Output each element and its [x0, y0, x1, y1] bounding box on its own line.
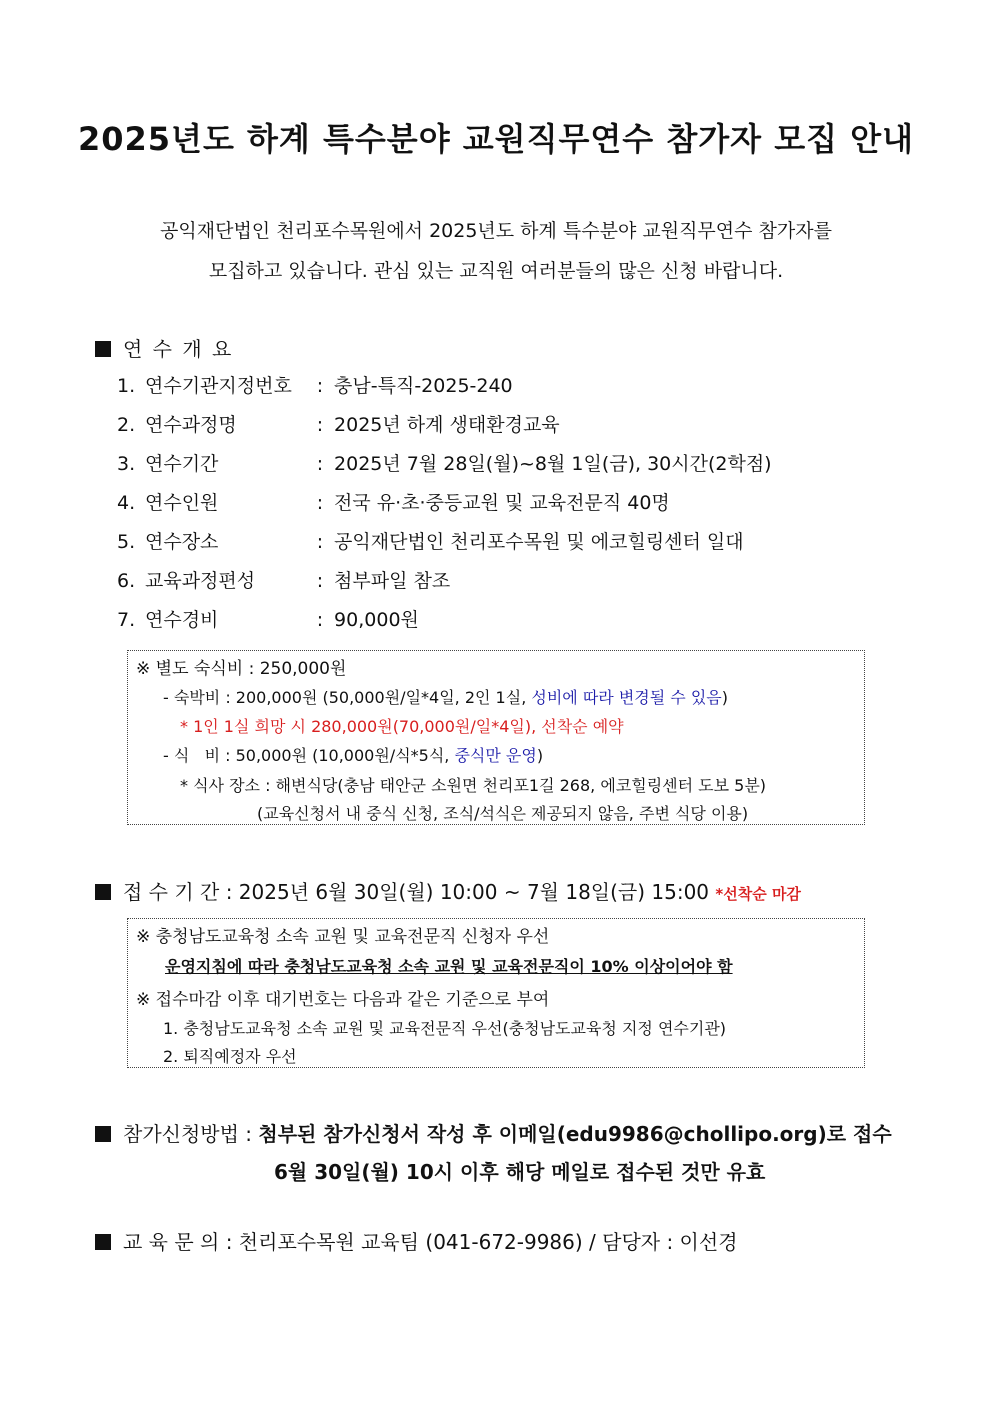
- application-method: 첨부된 참가신청서 작성 후 이메일(edu9986@chollipo.org)로 접수: [258, 1122, 892, 1146]
- intro-line-2: 모집하고 있습니다. 관심 있는 교직원 여러분들의 많은 신청 바랍니다.: [208, 260, 784, 282]
- square-bullet-icon: [95, 1234, 111, 1250]
- meal-note: 중식만 운영: [454, 746, 537, 765]
- square-bullet-icon: [95, 341, 111, 357]
- inquiry-line: [95, 1226, 738, 1255]
- first-come-note: *선착순 마감: [715, 885, 801, 903]
- lodging-suffix: ): [721, 688, 728, 707]
- application-validity: 6월 30일(월) 10시 이후 해당 메일로 접수된 것만 유효: [274, 1160, 766, 1184]
- item-number: 4.: [117, 492, 136, 514]
- meal-place-line: * 식사 장소 : 해변식당(충남 태안군 소원면 천리포1길 268, 에코힐링센터 도보 5분): [180, 776, 767, 795]
- overview-item: 3. 연수기간 : 2025년 7월 28일(월)~8월 1일(금), 30시간(2학점): [117, 449, 772, 476]
- overview-item: 5. 연수장소 : 공익재단법인 천리포수목원 및 에코힐링센터 일대: [117, 527, 744, 554]
- item-number: 2.: [117, 414, 136, 436]
- square-bullet-icon: [95, 884, 111, 900]
- priority-line-4: 1. 충청남도교육청 소속 교원 및 교육전문직 우선(충청남도교육청 지정 연수기관): [163, 1019, 727, 1038]
- overview-heading: [95, 333, 233, 362]
- item-value: 공익재단법인 천리포수목원 및 에코힐링센터 일대: [334, 531, 744, 553]
- meal-cost-line: [163, 743, 543, 766]
- overview-item: 6. 교육과정편성 : 첨부파일 참조: [117, 566, 450, 593]
- item-value: 90,000원: [334, 609, 419, 631]
- priority-line-2: 운영지침에 따라 충청남도교육청 소속 교원 및 교육전문직이 10% 이상이어야 함: [165, 957, 733, 976]
- priority-line-1: ※ 충청남도교육청 소속 교원 및 교육전문직 신청자 우선: [136, 927, 550, 947]
- item-label: 연수과정명: [145, 414, 237, 436]
- page-title: 2025년도 하계 특수분야 교원직무연수 참가자 모집 안내: [77, 120, 915, 158]
- item-label: 연수경비: [145, 609, 219, 631]
- item-label: 연수기간: [145, 453, 219, 475]
- application-label: 참가신청방법 :: [123, 1122, 253, 1146]
- overview-item: 4. 연수인원 : 전국 유·초·중등교원 및 교육전문직 40명: [117, 488, 670, 515]
- item-value: 2025년 하계 생태환경교육: [334, 414, 560, 436]
- item-value: 첨부파일 참조: [334, 570, 451, 592]
- inquiry-text: 교 육 문 의 : 천리포수목원 교육팀 (041-672-9986) / 담당자 : 이선경: [123, 1230, 738, 1254]
- single-room-note: * 1인 1실 희망 시 280,000원(70,000원/일*4일), 선착순 예약: [180, 717, 624, 736]
- reception-period: 접 수 기 간 : 2025년 6월 30일(월) 10:00 ~ 7월 18일(금) 15:00: [123, 880, 710, 904]
- overview-item: 1. 연수기관지정번호 : 충남-특직-2025-240: [117, 371, 513, 398]
- meal-suffix: ): [536, 746, 544, 765]
- intro-line-1: 공익재단법인 천리포수목원에서 2025년도 하계 특수분야 교원직무연수 참가자를: [160, 220, 832, 242]
- priority-line-3: ※ 접수마감 이후 대기번호는 다음과 같은 기준으로 부여: [136, 990, 550, 1010]
- item-number: 6.: [117, 570, 136, 592]
- item-label: 연수인원: [145, 492, 219, 514]
- item-value: 충남-특직-2025-240: [334, 375, 513, 397]
- item-label: 연수장소: [145, 531, 219, 553]
- lodging-note: 성비에 따라 변경될 수 있음: [531, 688, 722, 707]
- meal-note-line: (교육신청서 내 중식 신청, 조식/석식은 제공되지 않음, 주변 식당 이용): [257, 804, 749, 823]
- reception-heading: [95, 876, 801, 905]
- lodging-cost-line: [163, 685, 728, 708]
- item-number: 3.: [117, 453, 136, 475]
- cost-box-line-1: ※ 별도 숙식비 : 250,000원: [136, 659, 347, 679]
- item-number: 5.: [117, 531, 136, 553]
- lodging-cost-text: - 숙박비 : 200,000원 (50,000원/일*4일, 2인 1실,: [163, 688, 532, 707]
- application-heading: [95, 1118, 892, 1147]
- meal-cost-text: - 식 비 : 50,000원 (10,000원/식*5식,: [163, 746, 455, 765]
- overview-item: 7. 연수경비 : 90,000원: [117, 605, 419, 632]
- overview-item: 2. 연수과정명 : 2025년 하계 생태환경교육: [117, 410, 560, 437]
- item-number: 7.: [117, 609, 136, 631]
- item-label: 연수기관지정번호: [145, 375, 292, 397]
- item-value: 전국 유·초·중등교원 및 교육전문직 40명: [334, 492, 670, 514]
- priority-line-5: 2. 퇴직예정자 우선: [163, 1047, 297, 1066]
- item-number: 1.: [117, 375, 136, 397]
- overview-heading-label: 연 수 개 요: [123, 337, 234, 361]
- square-bullet-icon: [95, 1126, 111, 1142]
- item-label: 교육과정편성: [145, 570, 256, 592]
- item-value: 2025년 7월 28일(월)~8월 1일(금), 30시간(2학점): [334, 453, 772, 475]
